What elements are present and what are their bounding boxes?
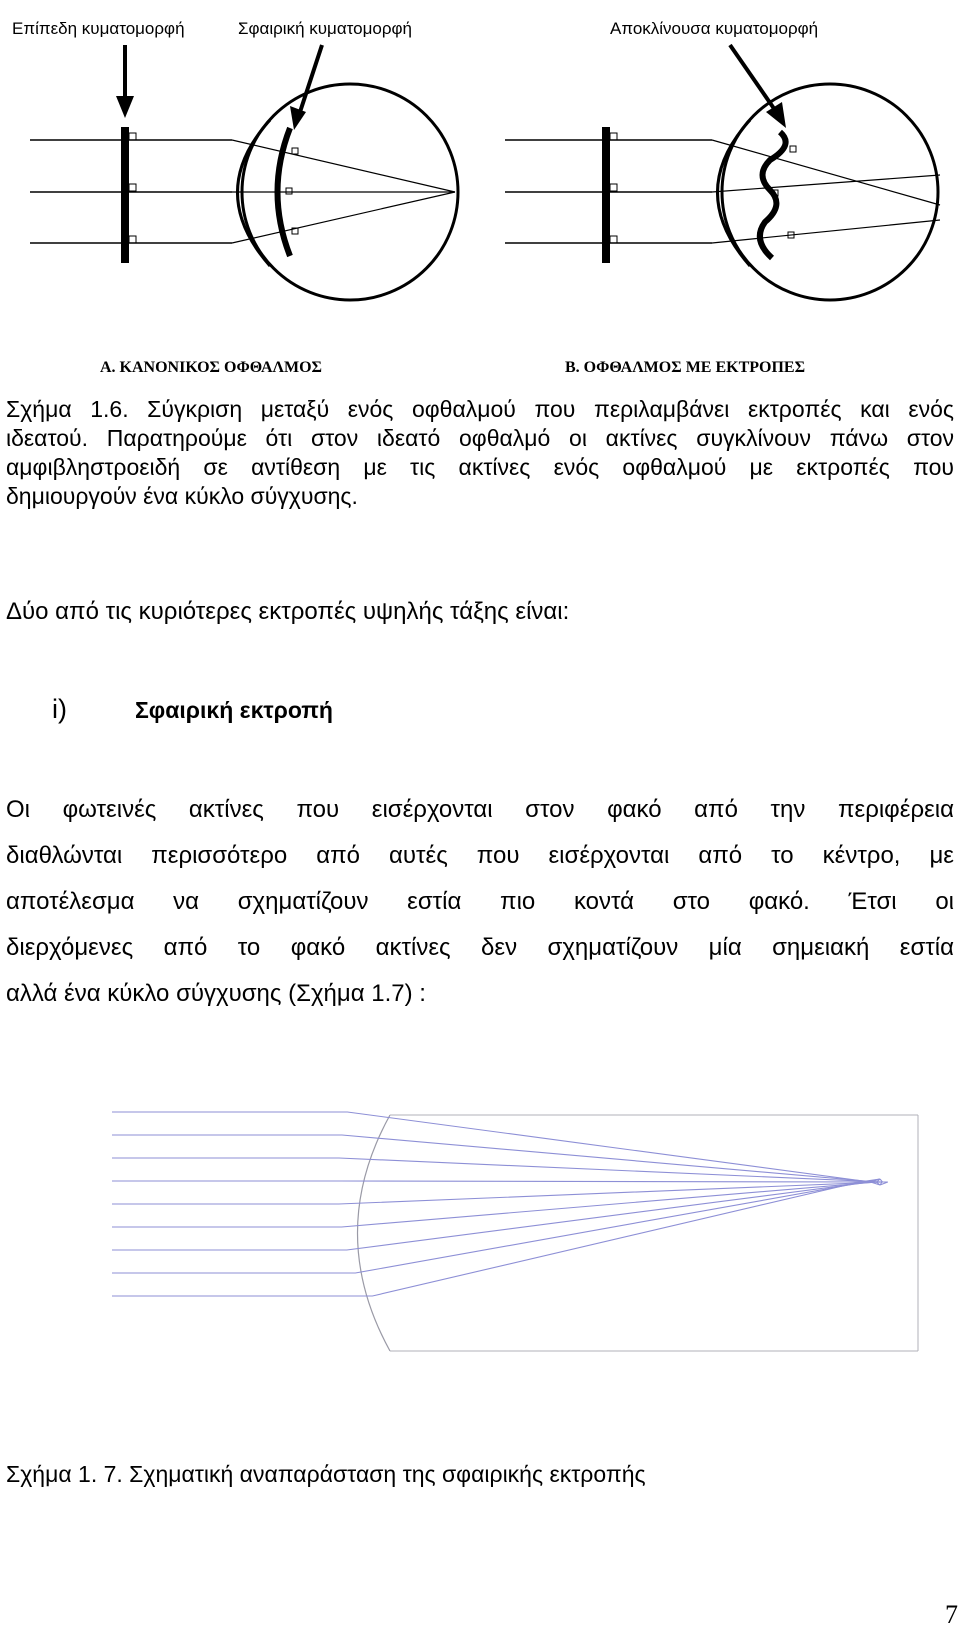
label-spherical-wavefront: Σφαιρική κυματομορφή (238, 19, 413, 38)
section-title: Σφαιρική εκτροπή (135, 697, 333, 723)
paragraph-line: Οι φωτεινές ακτίνες που εισέρχονται στον φακό από την περιφέρεια (6, 796, 954, 823)
caption-line: αμφιβληστροειδή σε αντίθεση με τις ακτίνες ενός οφθαλμού με εκτροπές που (6, 454, 954, 480)
caption-line: ιδεατού. Παρατηρούμε ότι στον ιδεατό οφθαλμό οι ακτίνες συγκλίνουν πάνω στον (6, 425, 954, 451)
intro-text: Δύο από τις κυριότερες εκτροπές υψηλής τάξης είναι: (6, 598, 570, 625)
label-plane-wavefront: Επίπεδη κυματομορφή (12, 19, 185, 38)
light-ray (112, 1179, 880, 1227)
subcaption-a: Α. ΚΑΝΟΝΙΚΟΣ ΟΦΘΑΛΜΟΣ (100, 359, 323, 376)
figure-1-7-caption: Σχήμα 1. 7. Σχηματική αναπαράσταση της σφαιρικής εκτροπής (6, 1461, 646, 1487)
light-ray (112, 1135, 880, 1185)
page-number: 7 (945, 1600, 958, 1629)
light-ray (112, 1179, 880, 1273)
light-ray (112, 1179, 880, 1296)
figure-1-6-caption (6, 395, 954, 511)
figure-1-6 (0, 0, 960, 385)
figure-1-7 (0, 1100, 960, 1370)
section-number: i) (52, 694, 67, 724)
paragraph-line: αλλά ένα κύκλο σύγχυσης (Σχήμα 1.7) : (6, 980, 426, 1007)
subcaption-b: Β. ΟΦΘΑΛΜΟΣ ΜΕ ΕΚΤΡΟΠΕΣ (565, 359, 806, 376)
caption-line: Σχήμα 1.6. Σύγκριση μεταξύ ενός οφθαλμού που περιλαμβάνει εκτροπές και ενός (6, 396, 954, 422)
lens-surface (358, 1115, 391, 1351)
light-rays (112, 1112, 888, 1296)
label-divergent-wavefront: Αποκλίνουσα κυματομορφή (610, 19, 819, 38)
paragraph-line: διερχόμενες από το φακό ακτίνες δεν σχηματίζουν μία σημειακή εστία (6, 934, 954, 961)
caption-line: δημιουργούν ένα κύκλο σύγχυσης. (6, 483, 358, 509)
paragraph-line: διαθλώνται περισσότερο από αυτές που εισέρχονται από το κέντρο, με (6, 842, 954, 869)
light-ray (112, 1181, 888, 1185)
paragraph (6, 787, 954, 1017)
paragraph-line: αποτέλεσμα να σχηματίζουν εστία πιο κοντά στο φακό. Έτσι οι (6, 888, 954, 915)
